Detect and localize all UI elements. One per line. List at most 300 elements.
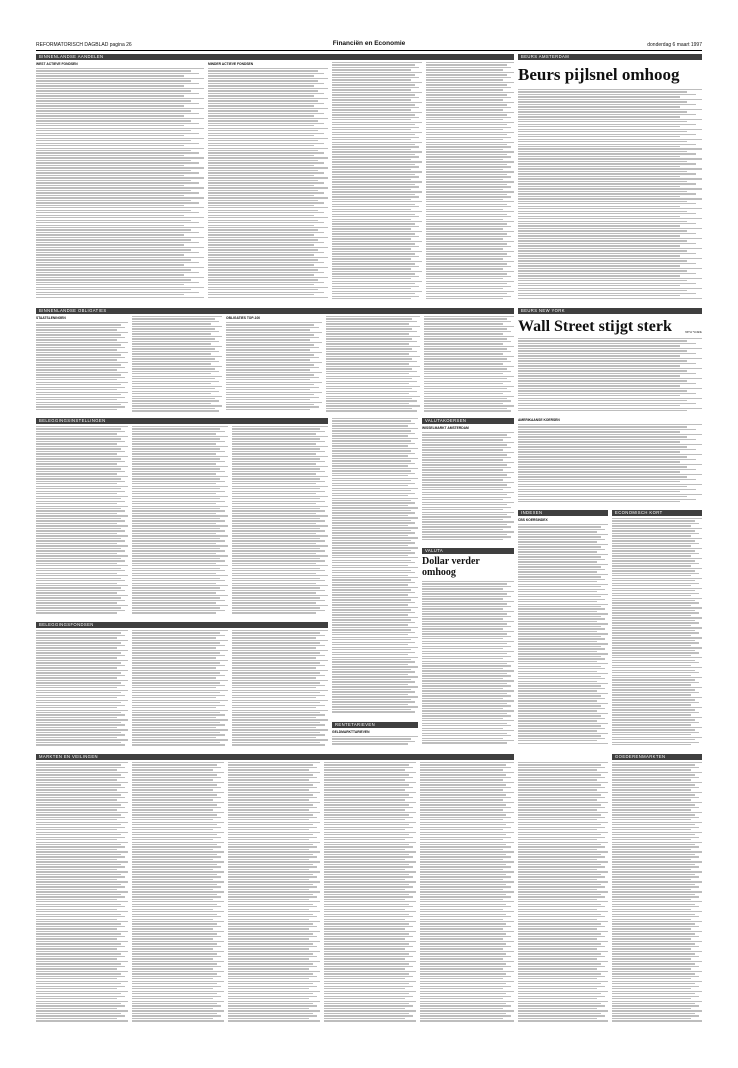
text-line [420,956,511,957]
text-line [132,981,224,982]
text-line [420,864,506,865]
text-line [518,968,597,969]
text-line [326,323,409,324]
text-line [422,583,507,584]
text-line [332,661,415,662]
text-line [36,707,117,708]
text-line [132,605,228,606]
text-line [612,670,695,671]
text-line [612,1008,691,1009]
text-line [518,576,601,577]
text-line [36,777,125,778]
article-body [420,762,514,1022]
text-line [424,343,503,344]
text-line [36,896,125,897]
text-line [132,901,224,902]
text-line [332,271,422,272]
text-line [36,387,125,388]
text-line [36,921,128,922]
text-line [208,103,324,104]
text-line [518,343,696,344]
text-line [36,120,191,121]
text-line [426,241,514,242]
text-line [36,607,121,608]
text-line [208,95,314,96]
text-line [332,475,408,476]
text-line [228,998,309,999]
text-line [332,67,419,68]
text-line [420,769,503,770]
text-line [332,612,415,613]
text-line [132,737,216,738]
text-line [332,84,415,85]
text-line [228,794,313,795]
text-line [36,575,128,576]
text-line [36,382,128,383]
text-line [132,535,228,536]
text-line [332,604,408,605]
text-line [612,824,695,825]
headline-row [518,316,702,338]
text-line [518,869,597,870]
text-line [332,223,415,224]
text-line [36,881,128,882]
text-line [518,938,597,939]
text-line [228,953,313,954]
text-line [324,807,413,808]
text-line [132,448,220,449]
text-line [332,248,411,249]
text-line [332,117,419,118]
text-line [208,180,318,181]
text-line [518,288,702,289]
text-line [132,963,217,964]
text-line [612,620,695,621]
text-line [426,214,507,215]
text-line [228,864,313,865]
text-line [132,336,222,337]
text-line [208,262,324,263]
text-line [518,114,696,115]
text-line [332,649,411,650]
text-line [332,535,408,536]
text-line [426,127,511,128]
text-line [612,988,691,989]
text-line [518,426,687,427]
text-line [36,503,117,504]
text-line [132,610,225,611]
text-line [132,368,215,369]
text-line [132,473,216,474]
text-line [518,181,687,182]
text-line [422,693,507,694]
text-line [420,854,506,855]
text-line [36,578,121,579]
text-line [420,774,506,775]
text-line [132,660,228,661]
text-line [420,869,503,870]
text-line [208,220,318,221]
text-line [132,719,228,720]
text-line [518,906,605,907]
text-line [208,227,328,228]
text-line [36,697,117,698]
text-line [422,606,511,607]
text-line [132,874,217,875]
text-line [208,157,328,158]
text-line [36,277,204,278]
text-line [326,393,409,394]
text-line [518,104,696,105]
text-line [518,183,696,184]
text-line [518,661,597,662]
text-line [228,804,313,805]
text-line [612,558,702,559]
text-line [612,538,702,539]
text-line [518,230,687,231]
text-line [36,637,117,638]
text-line [518,218,702,219]
markten-col-2 [132,762,224,1025]
text-line [332,498,418,499]
text-line [332,166,419,167]
text-line [36,672,121,673]
text-line [332,214,415,215]
text-line [232,600,325,601]
text-line [232,441,325,442]
text-line [36,849,117,850]
text-line [132,550,225,551]
text-line [518,168,702,169]
text-line [36,727,117,728]
text-line [420,981,514,982]
text-line [132,331,219,332]
text-line [422,658,503,659]
text-line [208,162,324,163]
text-line [232,550,325,551]
text-line [36,476,128,477]
text-line [426,64,507,65]
text-line [518,290,687,291]
text-line [332,221,422,222]
text-line [36,906,125,907]
text-line [518,208,702,209]
text-line [226,394,314,395]
text-line [228,933,313,934]
text-line [132,640,228,641]
text-line [422,482,514,483]
text-line [324,1008,405,1009]
text-line [132,405,222,406]
text-line [518,278,702,279]
text-line [518,993,601,994]
text-line [426,251,514,252]
text-line [36,652,121,653]
text-line [232,635,325,636]
text-line [132,792,224,793]
text-line [422,730,514,731]
table-aandelen-col-4 [426,62,514,302]
text-line [612,1001,702,1002]
text-line [36,630,128,631]
text-line [36,834,121,835]
text-line [518,829,597,830]
text-line [36,685,125,686]
text-line [36,891,128,892]
text-line [36,871,128,872]
text-line [424,381,511,382]
text-line [232,652,320,653]
text-line [132,573,216,574]
text-line [422,656,511,657]
text-line [208,217,328,218]
text-line [36,550,125,551]
text-line [228,779,309,780]
text-line [36,657,117,658]
text-line [36,956,125,957]
text-line [612,744,691,745]
text-line [324,817,413,818]
text-line [420,931,514,932]
text-line [132,941,224,942]
article-dateline: NEW YORK [685,330,702,334]
text-line [232,446,328,447]
text-line [612,792,702,793]
text-line [422,462,514,463]
text-line [612,1018,691,1019]
text-line [518,604,608,605]
text-line [132,523,216,524]
text-line [332,609,411,610]
text-line [422,626,511,627]
text-line [132,1013,217,1014]
text-line [420,849,503,850]
text-line [208,167,328,168]
text-line [228,899,309,900]
text-line [424,398,507,399]
text-line [518,725,601,726]
text-line [518,446,687,447]
text-line [422,526,511,527]
text-line [132,923,217,924]
text-line [426,221,514,222]
text-line [518,799,597,800]
text-line [326,368,412,369]
text-line [426,201,514,202]
text-line [612,849,691,850]
text-line [518,789,597,790]
text-line [612,734,691,735]
text-line [132,896,221,897]
text-line [518,158,702,159]
text-line [36,466,128,467]
text-line [132,802,224,803]
text-line [612,523,699,524]
text-line [420,1018,503,1019]
text-line [612,986,699,987]
text-line [324,928,405,929]
text-line [132,383,211,384]
text-line [36,804,121,805]
text-line [36,1003,121,1004]
text-line [326,396,420,397]
text-line [332,258,411,259]
text-line [426,124,507,125]
text-line [424,371,511,372]
text-line [332,527,418,528]
text-line [518,106,680,107]
text-line [324,953,409,954]
text-line [324,946,413,947]
text-line [36,85,184,86]
text-line [612,632,699,633]
text-line [132,837,221,838]
text-line [36,110,191,111]
text-line [518,618,605,619]
text-line [36,739,128,740]
text-line [208,100,318,101]
text-line [132,714,225,715]
text-line [332,522,415,523]
text-line [332,293,415,294]
text-line [518,554,608,555]
text-line [324,849,405,850]
text-line [232,637,316,638]
text-line [36,846,125,847]
text-line [332,579,411,580]
text-line [612,844,695,845]
table-aandelen-col-3 [332,62,422,302]
text-line [426,238,503,239]
text-line [208,254,314,255]
text-line [612,555,691,556]
text-line [612,729,695,730]
text-line [332,679,411,680]
text-line [132,983,217,984]
text-line [518,794,601,795]
text-line [518,981,608,982]
text-line [132,1005,221,1006]
text-line [226,357,319,358]
text-line [420,822,514,823]
text-line [132,842,224,843]
text-line [36,215,184,216]
text-line [36,662,121,663]
text-line [518,896,605,897]
text-line [324,931,416,932]
text-line [518,812,608,813]
text-line [518,782,608,783]
text-line [36,926,125,927]
text-line [232,667,316,668]
text-line [208,123,324,124]
text-line [228,869,309,870]
text-line [332,69,411,70]
text-line [420,819,503,820]
table-obligaties-col-2 [132,316,222,414]
text-line [36,262,199,263]
text-line [612,565,691,566]
text-line [518,549,605,550]
text-line [332,455,408,456]
text-line [228,797,317,798]
text-line [518,1008,597,1009]
section-bar-binnenlandse-aandelen: BINNENLANDSE AANDELEN [36,54,514,60]
text-line [232,461,325,462]
text-line [332,204,415,205]
text-line [208,287,328,288]
text-line [426,288,503,289]
text-line [518,280,687,281]
text-line [132,488,220,489]
text-line [132,948,213,949]
text-line [332,142,422,143]
text-line [332,617,418,618]
table-rows [332,62,422,299]
text-line [36,799,117,800]
text-line [228,936,317,937]
text-line [612,1013,695,1014]
text-line [518,410,687,411]
text-line [324,991,416,992]
text-line [132,744,225,745]
text-line [132,817,221,818]
text-line [36,426,128,427]
text-line [132,946,221,947]
text-line [426,226,511,227]
text-line [332,676,418,677]
text-line [132,881,224,882]
text-line [332,423,415,424]
text-line [228,764,313,765]
text-line [36,879,117,880]
text-line [518,1015,605,1016]
text-line [518,541,597,542]
text-line [332,87,419,88]
text-line [518,606,601,607]
text-line [332,478,418,479]
text-line [518,874,601,875]
text-line [36,968,117,969]
text-line [36,274,184,275]
text-line [132,705,225,706]
text-line [518,931,608,932]
text-line [132,328,215,329]
text-line [36,1015,125,1016]
text-line [518,136,680,137]
text-line [518,943,601,944]
text-line [518,983,601,984]
text-line [518,881,608,882]
text-line [332,161,422,162]
text-line [422,690,514,691]
text-line [208,229,318,230]
text-line [422,678,503,679]
text-line [518,772,608,773]
text-line [226,399,310,400]
text-line [132,381,219,382]
text-line [132,886,221,887]
text-line [132,378,215,379]
text-line [36,269,191,270]
text-line [612,864,695,865]
text-line [36,170,191,171]
text-line [326,326,420,327]
text-line [132,928,213,929]
text-line [36,792,128,793]
text-line [326,371,417,372]
text-line [36,553,117,554]
